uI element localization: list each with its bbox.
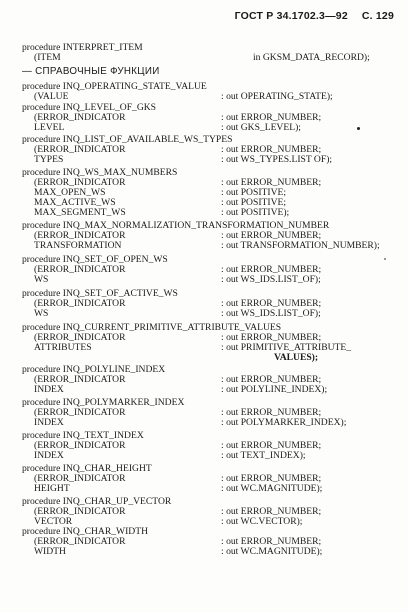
procedure-inq-set-of-active-ws: [22, 289, 402, 319]
param-name: (ERROR_INDICATOR: [34, 177, 126, 188]
param-type: : out ERROR_NUMBER;: [221, 298, 322, 309]
param-type: : out WS_TYPES.LIST OF);: [221, 154, 333, 165]
procedure-inq-text-index: [22, 431, 402, 461]
param-type: in GKSM_DATA_RECORD);: [253, 52, 370, 63]
code-line: procedure INQ_LEVEL_OF_GKS: [22, 102, 157, 113]
procedure-inq-char-width: [22, 527, 402, 557]
param-name: MAX_ACTIVE_WS: [34, 197, 116, 208]
param-type: : out ERROR_NUMBER;: [221, 407, 322, 418]
code-line: procedure INQ_MAX_NORMALIZATION_TRANSFORMATION_NUMBER: [22, 220, 330, 231]
param-name: (ITEM: [34, 52, 61, 63]
standard-designation: ГОСТ Р 34.1702.3—92: [234, 10, 348, 22]
param-name: MAX_OPEN_WS: [34, 187, 106, 198]
param-name: (ERROR_INDICATOR: [34, 230, 126, 241]
procedure-inq-polymarker-index: [22, 398, 402, 428]
param-name: LEVEL: [34, 122, 65, 133]
param-type: : out ERROR_NUMBER;: [221, 332, 322, 343]
code-line: procedure INQ_OPERATING_STATE_VALUE: [22, 81, 207, 92]
procedure-inq-list-of-available-ws-types: [22, 135, 402, 165]
param-type: : out ERROR_NUMBER;: [221, 177, 322, 188]
param-type-continuation: VALUES);: [274, 352, 319, 363]
param-type: : out WS_IDS.LIST_OF);: [221, 308, 321, 319]
param-name: ATTRIBUTES: [34, 342, 92, 353]
param-name: MAX_SEGMENT_WS: [34, 207, 126, 218]
procedure-inq-char-up-vector: [22, 497, 402, 527]
code-line: procedure INQ_CHAR_WIDTH: [22, 526, 149, 537]
param-type: : out WC.MAGNITUDE);: [221, 546, 323, 557]
procedure-interpret-item: [22, 43, 402, 63]
param-type: : out WC.VECTOR);: [221, 516, 303, 527]
param-type: : out ERROR_NUMBER;: [221, 440, 322, 451]
code-line: procedure INQ_WS_MAX_NUMBERS: [22, 167, 178, 178]
param-name: (ERROR_INDICATOR: [34, 112, 126, 123]
param-name: (ERROR_INDICATOR: [34, 506, 126, 517]
param-name: (VALUE: [34, 91, 69, 102]
code-line: procedure INQ_CHAR_HEIGHT: [22, 463, 152, 474]
param-name: (ERROR_INDICATOR: [34, 332, 126, 343]
ink-speck-dot: [384, 258, 386, 260]
param-type: : out ERROR_NUMBER;: [221, 112, 322, 123]
param-name: INDEX: [34, 384, 64, 395]
param-name: VECTOR: [34, 516, 73, 527]
param-type: : out POSITIVE;: [221, 187, 287, 198]
code-line: procedure INQ_POLYMARKER_INDEX: [22, 397, 185, 408]
param-name: (ERROR_INDICATOR: [34, 473, 126, 484]
param-type: : out ERROR_NUMBER;: [221, 230, 322, 241]
code-line: procedure INQ_SET_OF_ACTIVE_WS: [22, 288, 178, 299]
param-name: (ERROR_INDICATOR: [34, 407, 126, 418]
param-type: : out POSITIVE;: [221, 197, 287, 208]
param-name: WS: [34, 274, 49, 285]
param-name: (ERROR_INDICATOR: [34, 536, 126, 547]
section-heading: [22, 67, 402, 77]
procedure-inq-level-of-gks: [22, 103, 402, 133]
param-name: (ERROR_INDICATOR: [34, 144, 126, 155]
procedure-inq-operating-state-value: [22, 82, 402, 102]
page-number: С. 129: [361, 10, 394, 22]
code-line: procedure INQ_CURRENT_PRIMITIVE_ATTRIBUTE_VALUES: [22, 322, 282, 333]
procedure-inq-max-normalization-transformation-number: [22, 221, 402, 251]
code-line: procedure INQ_LIST_OF_AVAILABLE_WS_TYPES: [22, 134, 233, 145]
param-type: : out WC.MAGNITUDE);: [221, 483, 323, 494]
code-line: procedure INQ_POLYLINE_INDEX: [22, 364, 166, 375]
param-type: : out TEXT_INDEX);: [221, 450, 306, 461]
param-type: : out WS_IDS.LIST_OF);: [221, 274, 321, 285]
section-title: — СПРАВОЧНЫЕ ФУНКЦИИ: [22, 66, 160, 77]
param-name: (ERROR_INDICATOR: [34, 264, 126, 275]
param-type: : out TRANSFORMATION_NUMBER);: [221, 240, 380, 251]
param-name: TRANSFORMATION: [34, 240, 122, 251]
param-type: : out OPERATING_STATE);: [221, 91, 333, 102]
param-name: INDEX: [34, 450, 64, 461]
param-type: : out POSITIVE);: [221, 207, 290, 218]
procedure-inq-char-height: [22, 464, 402, 494]
param-type: : out ERROR_NUMBER;: [221, 536, 322, 547]
param-type: : out ERROR_NUMBER;: [221, 473, 322, 484]
param-type: : out ERROR_NUMBER;: [221, 264, 322, 275]
param-name: (ERROR_INDICATOR: [34, 298, 126, 309]
param-name: WIDTH: [34, 546, 66, 557]
param-type: : out ERROR_NUMBER;: [221, 144, 322, 155]
param-type: : out ERROR_NUMBER;: [221, 374, 322, 385]
param-name: WS: [34, 308, 49, 319]
page-header: [235, 10, 394, 22]
ink-speck-dot: [357, 127, 360, 130]
procedure-inq-ws-max-numbers: [22, 168, 402, 218]
param-type: : out ERROR_NUMBER;: [221, 506, 322, 517]
procedure-inq-current-primitive-attribute-values: [22, 323, 402, 363]
code-line: procedure INQ_SET_OF_OPEN_WS: [22, 254, 168, 265]
param-name: INDEX: [34, 417, 64, 428]
param-type: : out PRIMITIVE_ATTRIBUTE_: [221, 342, 352, 353]
procedure-inq-polyline-index: [22, 365, 402, 395]
param-name: (ERROR_INDICATOR: [34, 440, 126, 451]
param-name: HEIGHT: [34, 483, 70, 494]
param-name: TYPES: [34, 154, 64, 165]
procedure-inq-set-of-open-ws: [22, 255, 402, 285]
param-type: : out POLYMARKER_INDEX);: [221, 417, 347, 428]
param-type: : out POLYLINE_INDEX);: [221, 384, 328, 395]
code-line: procedure INQ_CHAR_UP_VECTOR: [22, 496, 172, 507]
param-name: (ERROR_INDICATOR: [34, 374, 126, 385]
code-line: procedure INTERPRET_ITEM: [22, 42, 143, 53]
code-line: procedure INQ_TEXT_INDEX: [22, 430, 144, 441]
param-type: : out GKS_LEVEL);: [221, 122, 301, 133]
